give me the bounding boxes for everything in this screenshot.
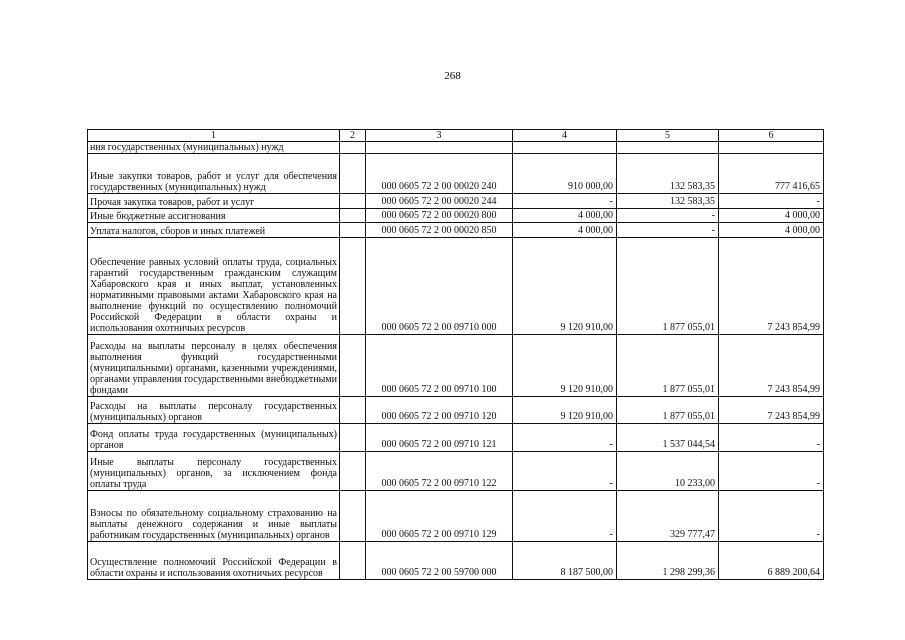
row-code: 000 0605 72 2 00 59700 000 [366,542,513,580]
row-remainder: - [719,424,824,452]
row-plan: 9 120 910,00 [513,397,617,424]
row-col2 [340,154,366,194]
row-plan: - [513,491,617,542]
table-row [88,194,824,209]
row-remainder: 4 000,00 [719,223,824,238]
row-executed: 132 583,35 [617,194,719,209]
column-header: 1 [88,130,340,142]
row-name: Фонд оплаты труда государственных (муниципальных) органов [88,424,340,452]
row-code: 000 0605 72 2 00 00020 244 [366,194,513,209]
column-header: 5 [617,130,719,142]
row-code: 000 0605 72 2 00 00020 240 [366,154,513,194]
row-executed [617,142,719,154]
row-plan: 9 120 910,00 [513,335,617,397]
row-plan: 910 000,00 [513,154,617,194]
column-header: 2 [340,130,366,142]
row-remainder: - [719,491,824,542]
table-row [88,209,824,223]
row-code: 000 0605 72 2 00 09710 100 [366,335,513,397]
table-row [88,397,824,424]
row-col2 [340,452,366,491]
row-col2 [340,335,366,397]
row-remainder [719,142,824,154]
row-remainder: 7 243 854,99 [719,397,824,424]
row-name: Иные закупки товаров, работ и услуг для обеспечения государственных (муниципальных) нужд [88,154,340,194]
page-number: 268 [444,70,461,82]
row-remainder: 6 889 200,64 [719,542,824,580]
row-col2 [340,397,366,424]
row-code: 000 0605 72 2 00 09710 121 [366,424,513,452]
row-remainder: 7 243 854,99 [719,335,824,397]
table-row [88,542,824,580]
row-code: 000 0605 72 2 00 09710 120 [366,397,513,424]
row-executed: 1 877 055,01 [617,397,719,424]
column-header: 6 [719,130,824,142]
row-name: Расходы на выплаты персоналу в целях обеспечения выполнения функций государственными (муниципальными) органами, казенными учреждениями, органами управления государственными внебюджетными фондами [88,335,340,397]
row-name: Иные выплаты персоналу государственных (муниципальных) органов, за исключением фонда оплаты труда [88,452,340,491]
row-remainder: 7 243 854,99 [719,238,824,335]
row-col2 [340,424,366,452]
table-row [88,142,824,154]
row-col2 [340,238,366,335]
row-executed: 1 298 299,36 [617,542,719,580]
row-code: 000 0605 72 2 00 09710 122 [366,452,513,491]
budget-table [87,129,824,580]
row-code: 000 0605 72 2 00 09710 000 [366,238,513,335]
table-row [88,452,824,491]
row-plan [513,142,617,154]
table-row [88,491,824,542]
row-executed: 1 877 055,01 [617,335,719,397]
row-col2 [340,542,366,580]
row-executed: - [617,209,719,223]
row-code [366,142,513,154]
row-plan: - [513,194,617,209]
row-code: 000 0605 72 2 00 00020 800 [366,209,513,223]
row-plan: 4 000,00 [513,209,617,223]
row-col2 [340,209,366,223]
row-executed: 10 233,00 [617,452,719,491]
row-name: Уплата налогов, сборов и иных платежей [88,223,340,238]
row-name: Расходы на выплаты персоналу государственных (муниципальных) органов [88,397,340,424]
table-row [88,238,824,335]
row-remainder: - [719,194,824,209]
row-executed: 329 777,47 [617,491,719,542]
row-col2 [340,223,366,238]
row-name: Взносы по обязательному социальному страхованию на выплаты денежного содержания и иные выплаты работникам государственных (муниципальных) органов [88,491,340,542]
row-remainder: - [719,452,824,491]
row-name: ния государственных (муниципальных) нужд [88,142,340,154]
row-name: Прочая закупка товаров, работ и услуг [88,194,340,209]
row-plan: - [513,424,617,452]
row-plan: 4 000,00 [513,223,617,238]
row-executed: 1 537 044,54 [617,424,719,452]
row-executed: 132 583,35 [617,154,719,194]
row-executed: 1 877 055,01 [617,238,719,335]
table-header-row [88,130,824,142]
table-row [88,424,824,452]
row-code: 000 0605 72 2 00 09710 129 [366,491,513,542]
table-row [88,154,824,194]
row-col2 [340,491,366,542]
row-remainder: 4 000,00 [719,209,824,223]
row-name: Обеспечение равных условий оплаты труда, социальных гарантий государственным гражданским служащим Хабаровского края и иных выплат, установленных нормативными правовыми актами Хабаровского края на выполнение функций по осуществлению полномочий Российской Федерации в области охраны и использования охотничьих ресурсов [88,238,340,335]
table-row [88,335,824,397]
row-remainder: 777 416,65 [719,154,824,194]
row-executed: - [617,223,719,238]
row-plan: 8 187 500,00 [513,542,617,580]
row-plan: - [513,452,617,491]
row-name: Осуществление полномочий Российской Федерации в области охраны и использования охотничьих ресурсов [88,542,340,580]
row-col2 [340,142,366,154]
column-header: 3 [366,130,513,142]
row-plan: 9 120 910,00 [513,238,617,335]
table-row [88,223,824,238]
column-header: 4 [513,130,617,142]
row-code: 000 0605 72 2 00 00020 850 [366,223,513,238]
row-col2 [340,194,366,209]
row-name: Иные бюджетные ассигнования [88,209,340,223]
